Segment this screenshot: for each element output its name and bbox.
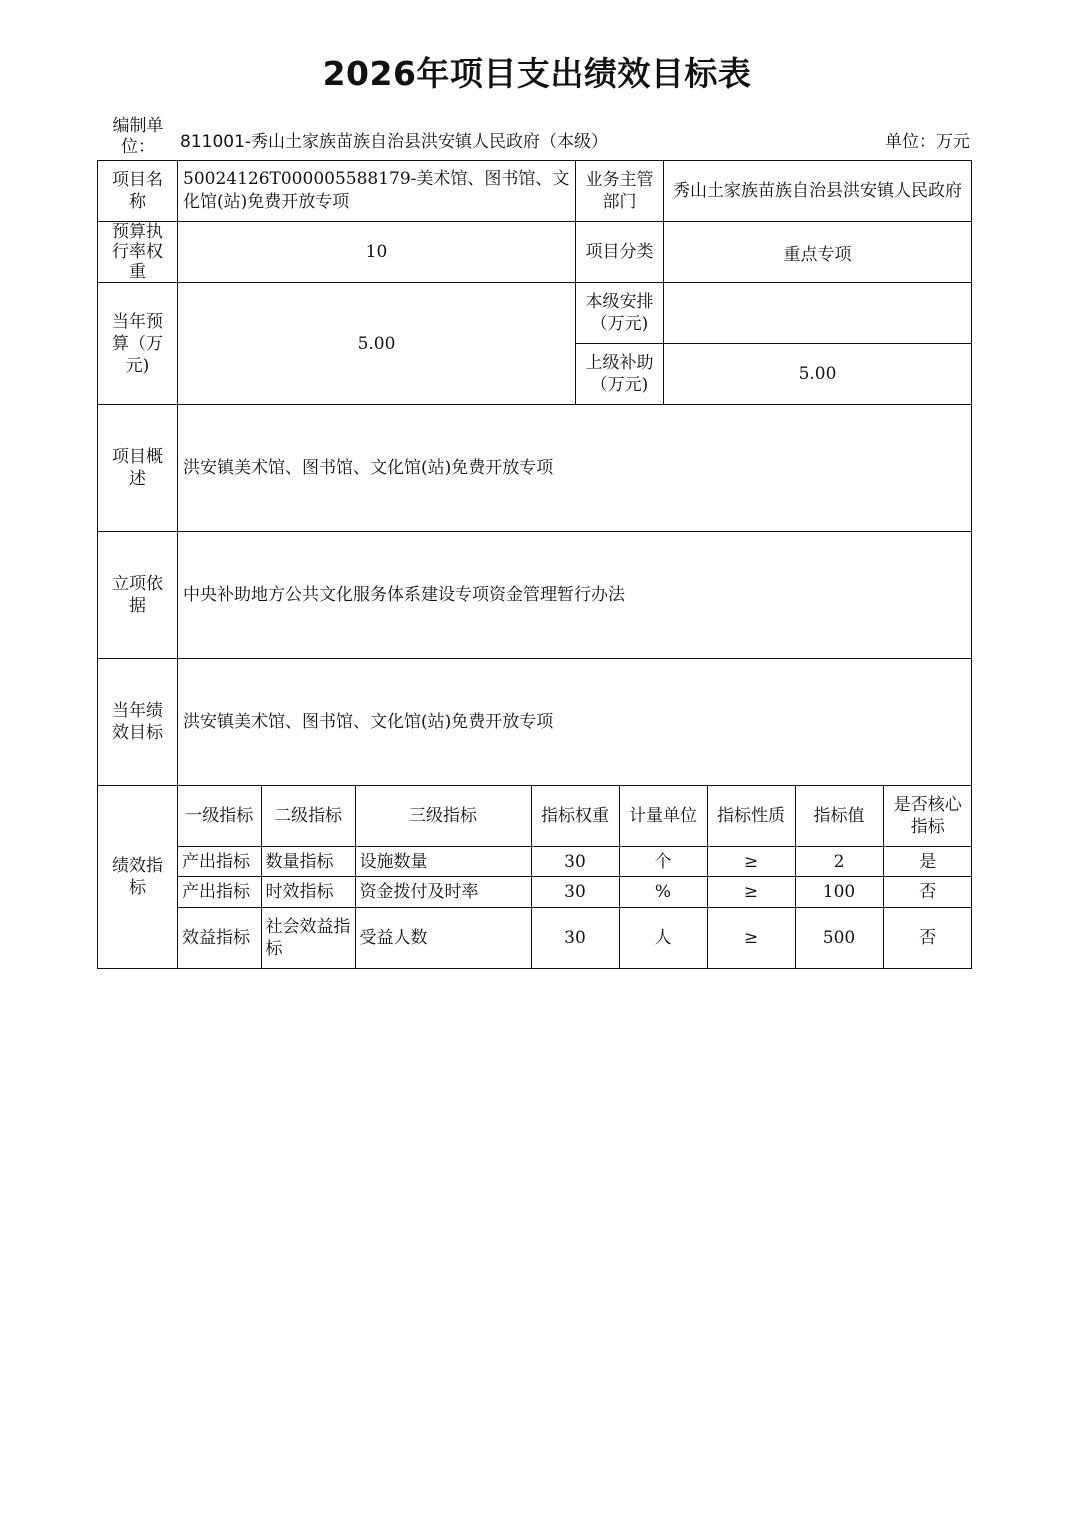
indicator-cell: 产出指标 bbox=[178, 847, 261, 877]
indicator-cell: 30 bbox=[531, 847, 619, 877]
indicator-cell: 500 bbox=[795, 907, 883, 968]
performance-table bbox=[97, 160, 972, 969]
indicator-header: 二级指标 bbox=[261, 786, 355, 847]
indicator-cell: ≥ bbox=[707, 907, 795, 968]
exec-weight-label: 预算执行率权重 bbox=[98, 222, 178, 283]
indicator-header: 一级指标 bbox=[178, 786, 261, 847]
indicator-cell: 人 bbox=[619, 907, 707, 968]
indicator-cell: 30 bbox=[531, 877, 619, 907]
basis-label: 立项依据 bbox=[98, 532, 178, 659]
indicator-header: 指标值 bbox=[795, 786, 883, 847]
exec-weight-value: 10 bbox=[178, 222, 576, 283]
category-label: 项目分类 bbox=[576, 222, 664, 283]
indicator-cell: % bbox=[619, 877, 707, 907]
indicator-header: 三级指标 bbox=[355, 786, 531, 847]
indicator-header: 是否核心指标 bbox=[883, 786, 972, 847]
indicator-cell: 设施数量 bbox=[355, 847, 531, 877]
indicator-cell: 资金拨付及时率 bbox=[355, 877, 531, 907]
project-name-label: 项目名称 bbox=[98, 161, 178, 222]
indicators-label: 绩效指标 bbox=[98, 786, 178, 969]
org-label: 编制单位： bbox=[112, 116, 164, 157]
indicator-cell: 2 bbox=[795, 847, 883, 877]
upper-value: 5.00 bbox=[664, 344, 972, 405]
indicator-cell: 时效指标 bbox=[261, 877, 355, 907]
dept-label: 业务主管部门 bbox=[576, 161, 664, 222]
overview-value: 洪安镇美术馆、图书馆、文化馆(站)免费开放专项 bbox=[178, 405, 972, 532]
indicator-cell: 30 bbox=[531, 907, 619, 968]
upper-label: 上级补助（万元) bbox=[576, 344, 664, 405]
budget-label: 当年预算（万元) bbox=[98, 283, 178, 405]
local-value bbox=[664, 283, 972, 344]
indicator-cell: 产出指标 bbox=[178, 877, 261, 907]
local-label: 本级安排（万元) bbox=[576, 283, 664, 344]
dept-value: 秀山土家族苗族自治县洪安镇人民政府 bbox=[664, 161, 972, 222]
indicator-cell: 数量指标 bbox=[261, 847, 355, 877]
indicator-cell: 是 bbox=[883, 847, 972, 877]
table-row bbox=[178, 877, 972, 907]
indicator-cell: 100 bbox=[795, 877, 883, 907]
indicator-cell: 社会效益指标 bbox=[261, 907, 355, 968]
org-value: 811001-秀山土家族苗族自治县洪安镇人民政府（本级） bbox=[180, 132, 609, 152]
indicator-cell: 否 bbox=[883, 877, 972, 907]
indicator-header: 指标性质 bbox=[707, 786, 795, 847]
category-value: 重点专项 bbox=[664, 222, 972, 283]
indicators-table bbox=[178, 786, 972, 968]
indicator-cell: 个 bbox=[619, 847, 707, 877]
table-row bbox=[178, 847, 972, 877]
overview-label: 项目概述 bbox=[98, 405, 178, 532]
goal-label: 当年绩效目标 bbox=[98, 659, 178, 786]
indicator-cell: 受益人数 bbox=[355, 907, 531, 968]
goal-value: 洪安镇美术馆、图书馆、文化馆(站)免费开放专项 bbox=[178, 659, 972, 786]
basis-value: 中央补助地方公共文化服务体系建设专项资金管理暂行办法 bbox=[178, 532, 972, 659]
unit-label: 单位：万元 bbox=[885, 132, 970, 152]
table-row bbox=[178, 907, 972, 968]
indicator-header: 计量单位 bbox=[619, 786, 707, 847]
indicator-cell: ≥ bbox=[707, 877, 795, 907]
project-name-value: 50024126T000005588179-美术馆、图书馆、文化馆(站)免费开放专项 bbox=[178, 161, 576, 222]
indicator-cell: ≥ bbox=[707, 847, 795, 877]
indicator-header: 指标权重 bbox=[531, 786, 619, 847]
page-title: 2026年项目支出绩效目标表 bbox=[322, 54, 752, 93]
budget-value: 5.00 bbox=[178, 283, 576, 405]
indicator-cell: 否 bbox=[883, 907, 972, 968]
indicator-cell: 效益指标 bbox=[178, 907, 261, 968]
